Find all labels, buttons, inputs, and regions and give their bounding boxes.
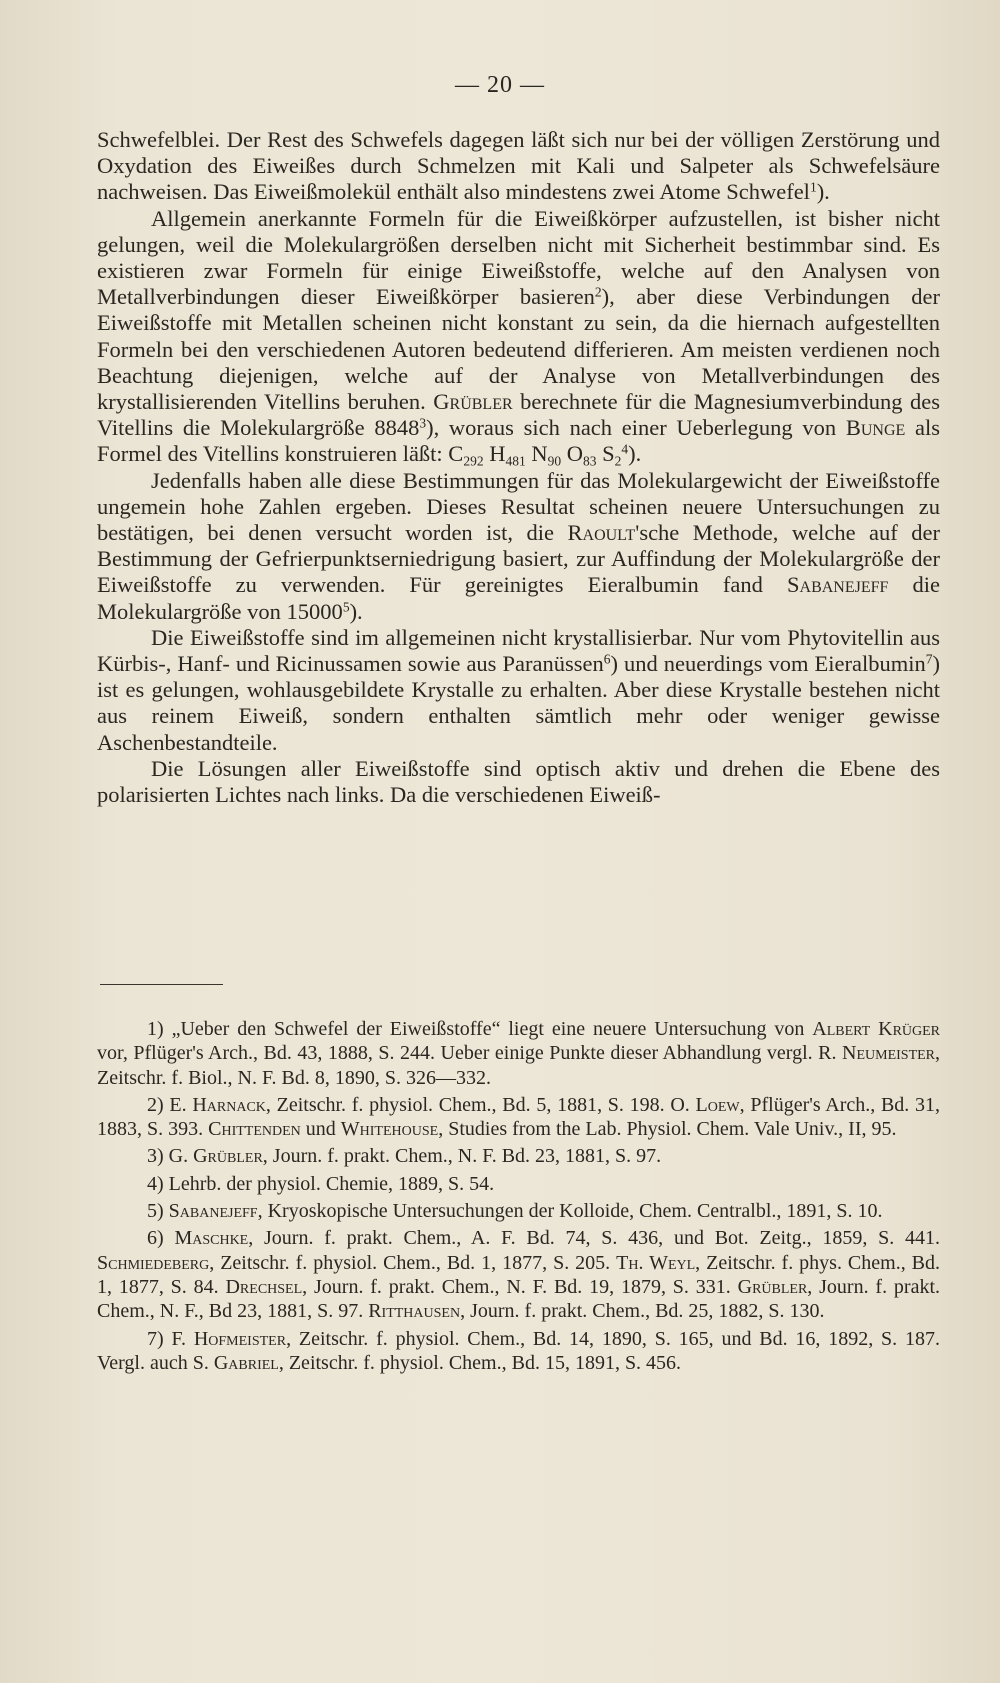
text-span: , Zeitschr. f. Biol., N. F. Bd. 8, 1890, S. 326—332. (97, 1042, 941, 1089)
author-name: Loew (695, 1093, 740, 1116)
text-span: , Studies from the Lab. Physiol. Chem. Vale Univ., II, 95. (438, 1118, 897, 1141)
author-name: Harnack (192, 1093, 266, 1116)
footnote-4 (97, 1172, 940, 1196)
footnote-ref: 3 (419, 415, 427, 431)
text-span: Schwefelblei. Der Rest des Schwefels dagegen läßt sich nur bei der völligen Zerstörung und Oxydation des Eiweißes durch Schmelzen mit Kali und Salpeter als Schwefelsäure nachweisen. Das Eiweißmolekül enthält also mindestens zwei Atome Schwefel (97, 127, 940, 205)
text-span: ) ist es gelungen, wohlausgebildete Krystalle zu erhalten. Aber diese Krystalle bestehen nicht aus reinem Eiweiß, sondern enthalten sämtlich mehr oder weniger gewisse Aschenbestandteile. (97, 651, 940, 755)
author-name: Bunge (845, 415, 906, 441)
page-number: — 20 — (455, 72, 545, 98)
footnote-ref: 5 (342, 599, 350, 615)
text-span: ). (816, 179, 830, 205)
text-span: 7) F. (147, 1327, 186, 1350)
formula-subscript: 2 (614, 454, 622, 470)
footnote-ref: 1 (809, 179, 817, 195)
footnote-5 (97, 1199, 940, 1223)
author-name: Hofmeister (193, 1327, 287, 1350)
paragraph-3 (97, 468, 940, 625)
formula-symbol: S (602, 441, 615, 467)
text-span: Die Eiweißstoffe sind im allgemeinen nicht krystallisierbar. Nur vom Phytovitellin aus Kürbis-, Hanf- und Ricinussamen sowie aus Paranüssen (97, 624, 940, 677)
author-name: Sabanejeff (787, 572, 889, 598)
footnote-3 (97, 1144, 940, 1168)
footnote-6 (97, 1226, 940, 1323)
text-span: 2) E. (147, 1093, 187, 1116)
formula-subscript: 90 (547, 454, 562, 470)
text-span: 'sche Methode, welche auf der Bestimmung der Gefrierpunktserniedrigung basiert, zur Auffindung der Molekulargröße der Eiweißstoffe zu verwenden. Für gereinigtes Eieralbumin fand (97, 520, 940, 598)
text-span: 5) (147, 1200, 164, 1223)
footnote-ref: 2 (594, 284, 602, 300)
paragraph-4 (97, 625, 940, 756)
text-span: 3) G. (147, 1145, 189, 1168)
text-span: und (305, 1118, 336, 1141)
text-span: , Journ. f. prakt. Chem., N. F., Bd 23, 1881, S. 97. (97, 1275, 941, 1323)
text-span: berechnete für die Magnesiumverbindung des Vitellins die Molekulargröße 8848 (97, 389, 941, 441)
text-span: , Pflüger's Arch., Bd. 31, 1883, S. 393. (97, 1093, 941, 1141)
author-name: Drechsel (225, 1275, 303, 1298)
author-name: Maschke (174, 1227, 249, 1250)
text-span: ). (628, 441, 642, 467)
footnotes (97, 1017, 940, 1378)
text-span: ). (349, 598, 363, 624)
text-span: Allgemein anerkannte Formeln für die Eiweißkörper aufzustellen, ist bisher nicht gelungen, weil die Molekulargrößen derselben nicht mit Sicherheit bestimmbar sind. Es existieren zwar Formeln für einige Eiweißstoffe, welche auf den Analysen von Metallverbindungen dieser Eiweißkörper basieren (97, 205, 940, 310)
text-span: 6) (147, 1227, 164, 1250)
paragraph-1 (97, 127, 940, 206)
author-name: Grübler (193, 1145, 263, 1168)
author-name: Ritthausen (368, 1300, 461, 1323)
text-span: ) und neuerdings vom Eieralbumin (610, 651, 926, 677)
text-span: die Molekulargröße von 15000 (97, 572, 941, 624)
author-name: Schmiedeberg (97, 1251, 210, 1274)
formula-subscript: 292 (463, 454, 484, 470)
footnote-2 (97, 1093, 940, 1142)
footnote-1 (97, 1017, 940, 1090)
text-span: , Journ. f. prakt. Chem., A. F. Bd. 74, S. 436, und Bot. Zeitg., 1859, S. 441. (248, 1227, 940, 1250)
author-name: Grübler (433, 389, 513, 415)
main-text (97, 127, 940, 808)
text-span: , Journ. f. prakt. Chem., N. F. Bd. 23, 1881, S. 97. (262, 1145, 662, 1168)
author-name: Sabanejeff (168, 1200, 258, 1223)
text-span: , Zeitschr. f. physiol. Chem., Bd. 5, 1881, S. 198. O. (265, 1093, 690, 1116)
paragraph-2 (97, 206, 940, 468)
text-span: ), woraus sich nach einer Ueberlegung von (426, 415, 837, 441)
author-name: Chittenden (208, 1118, 301, 1141)
text-span: 1) „Ueber den Schwefel der Eiweißstoffe“ liegt eine neuere Untersuchung von (147, 1018, 805, 1040)
text-span: Die Lösungen aller Eiweißstoffe sind optisch aktiv und drehen die Ebene des polarisierten Lichtes nach links. Da die verschiedenen Eiweiß- (97, 755, 940, 808)
footnote-ref: 4 (621, 442, 629, 458)
footnote-ref: 7 (925, 651, 933, 667)
text-span: vor, Pflüger's Arch., Bd. 43, 1888, S. 244. Ueber einige Punkte dieser Abhandlung vergl. R. (97, 1042, 837, 1065)
author-name: Gabriel (213, 1351, 279, 1374)
footnote-divider (100, 984, 223, 985)
author-name: Whitehouse (340, 1118, 439, 1141)
text-span: , Zeitschr. f. physiol. Chem., Bd. 14, 1890, S. 165, und Bd. 16, 1892, S. 187. Vergl. auch S. (97, 1327, 940, 1374)
author-name: Th. Weyl (616, 1251, 696, 1274)
text-span: , Journ. f. prakt. Chem., N. F. Bd. 19, 1879, S. 331. (302, 1275, 731, 1298)
text-span: Jedenfalls haben alle diese Bestimmungen für das Molekulargewicht der Eiweißstoffe ungemein hohe Zahlen ergeben. Dieses Resultat scheinen neuere Untersuchungen zu bestätigen, bei denen versucht worden ist, die (97, 467, 940, 546)
author-name: Grübler (737, 1275, 808, 1298)
footnote-7 (97, 1327, 940, 1376)
text-span: , Kryoskopische Untersuchungen der Kolloide, Chem. Centralbl., 1891, S. 10. (257, 1200, 883, 1223)
text-span: , Journ. f. prakt. Chem., Bd. 25, 1882, S. 130. (460, 1300, 825, 1323)
text-span: , Zeitschr. f. physiol. Chem., Bd. 1, 1877, S. 205. (209, 1251, 611, 1274)
formula-subscript: 481 (505, 454, 526, 470)
author-name: Raoult (567, 520, 636, 546)
text-span: als Formel des Vitellins konstruieren läßt: C (97, 415, 940, 467)
text-span: , Zeitschr. f. phys. Chem., Bd. 1, 1877, S. 84. (97, 1251, 940, 1298)
formula-symbol: H (489, 441, 506, 467)
formula-symbol: O (566, 441, 583, 467)
footnote-ref: 6 (603, 651, 611, 667)
formula-subscript: 83 (582, 454, 597, 470)
text-span: 4) Lehrb. der physiol. Chemie, 1889, S. 54. (147, 1172, 495, 1195)
paragraph-5 (97, 756, 940, 808)
author-name: Albert Krüger (812, 1018, 941, 1040)
author-name: Neumeister (842, 1042, 936, 1065)
text-span: ), aber diese Verbindungen der Eiweißstoffe mit Metallen scheinen nicht konstant zu sein, da die hiernach aufgestellten Formeln bei den verschiedenen Autoren bedeutend differieren. Am meisten verdienen noch Beachtung diejenigen, welche auf der Analyse von Metallverbindungen des krystallisierenden Vitellins beruhen. (97, 284, 941, 415)
text-span: , Zeitschr. f. physiol. Chem., Bd. 15, 1891, S. 456. (278, 1351, 682, 1374)
formula-symbol: N (531, 441, 548, 467)
